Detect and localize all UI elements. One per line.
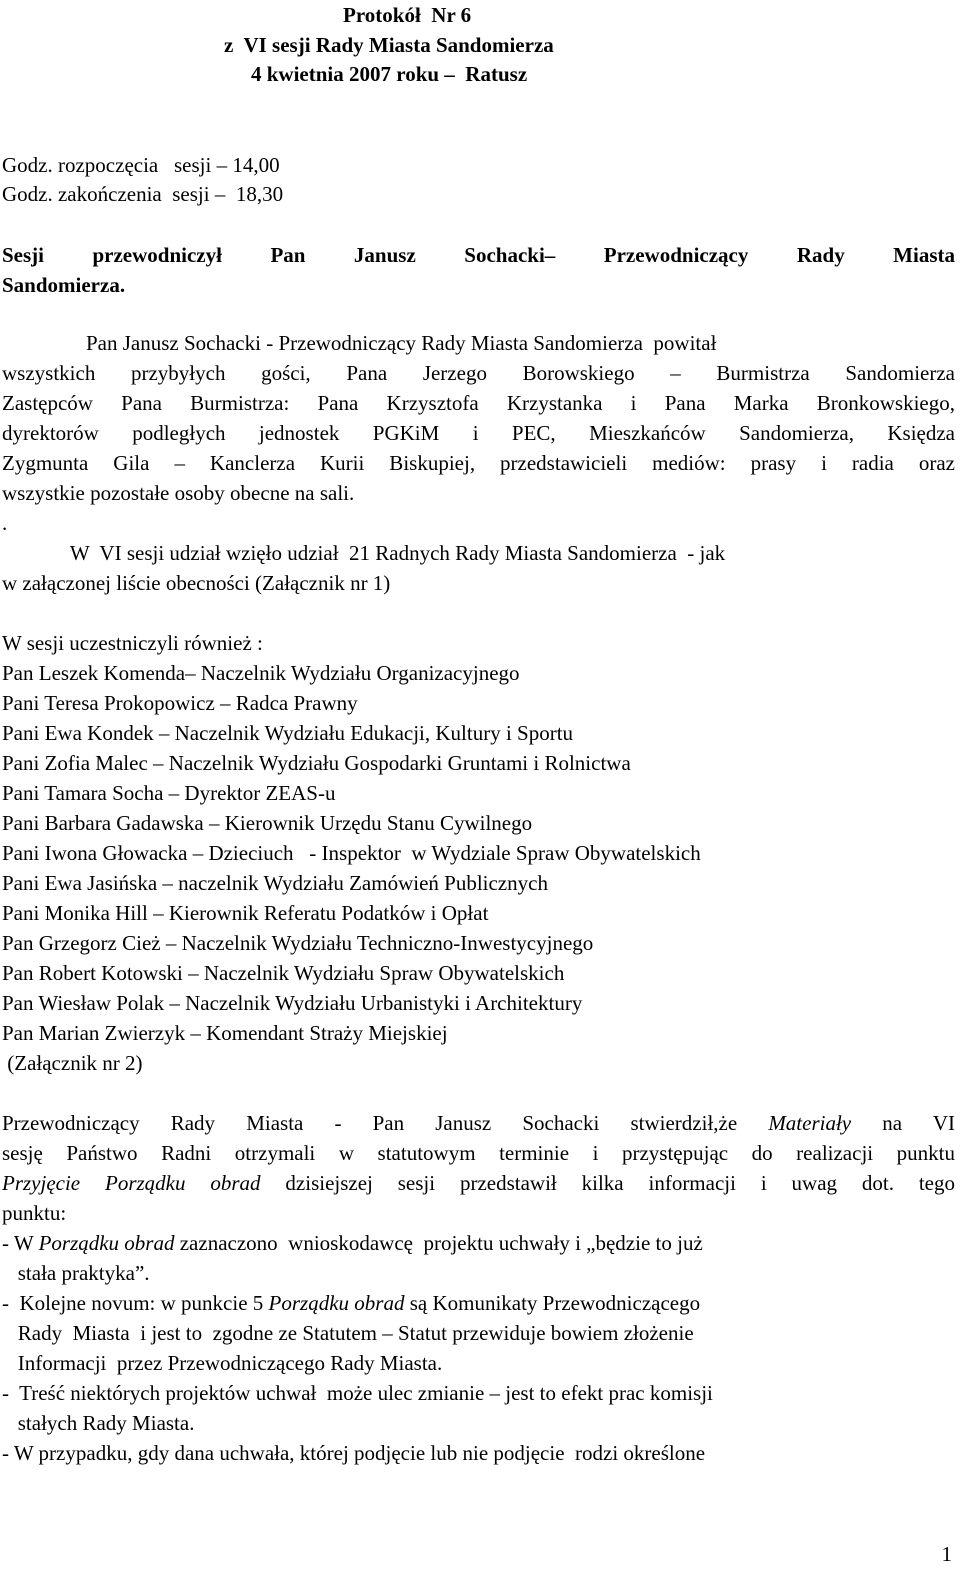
statement-line [2, 1168, 955, 1198]
point-text: - W [2, 1231, 39, 1255]
participant-item: Pani Ewa Jasińska – naczelnik Wydziału Zamówień Publicznych [2, 871, 548, 895]
participant-item: Pan Grzegorz Cież – Naczelnik Wydziału Techniczno-Inwestycyjnego [2, 931, 594, 955]
attachment-note: (Załącznik nr 2) [2, 1051, 143, 1075]
point-line [2, 1288, 700, 1318]
welcome-line: Pan Janusz Sochacki - Przewodniczący Rady Miasta Sandomierza powitał [2, 331, 717, 355]
participant-item: Pani Ewa Kondek – Naczelnik Wydziału Edukacji, Kultury i Sportu [2, 721, 574, 745]
point-text: zaznaczono wnioskodawcę projektu uchwały i „będzie to już [174, 1231, 703, 1255]
participant-item: Pani Teresa Prokopowicz – Radca Prawny [2, 691, 358, 715]
statement-line: punktu: [2, 1201, 67, 1225]
page-number: 1 [941, 1542, 952, 1566]
date-place: 4 kwietnia 2007 roku – Ratusz [251, 62, 528, 86]
end-time: Godz. zakończenia sesji – 18,30 [2, 182, 284, 206]
participants-intro: W sesji uczestniczyli również : [2, 631, 263, 655]
point-line: - Treść niektórych projektów uchwał może ulec zmianie – jest to efekt prac komisji [2, 1381, 713, 1405]
statement-line [2, 1108, 955, 1138]
document-title: Protokół Nr 6 [343, 3, 472, 27]
statement-italic: Przyjęcie Porządku obrad [2, 1171, 261, 1195]
welcome-line: Zastępców Pana Burmistrza: Pana Krzysztofa Krzystanka i Pana Marka Bronkowskiego, [2, 391, 955, 415]
participant-item: Pani Monika Hill – Kierownik Referatu Podatków i Opłat [2, 901, 489, 925]
point-line: stała praktyka”. [2, 1261, 150, 1285]
welcome-line: wszystkich przybyłych gości, Pana Jerzego Borowskiego – Burmistrza Sandomierza [2, 361, 955, 385]
statement-text: dzisiejszej sesji przedstawił kilka informacji i uwag dot. tego [260, 1171, 955, 1195]
point-text: są Komunikaty Przewodniczącego [404, 1291, 701, 1315]
point-line: Rady Miasta i jest to zgodne ze Statutem – Statut przewiduje bowiem złożenie [2, 1321, 694, 1345]
participant-item: Pani Barbara Gadawska – Kierownik Urzędu Stanu Cywilnego [2, 811, 533, 835]
participant-item: Pan Robert Kotowski – Naczelnik Wydziału Spraw Obywatelskich [2, 961, 565, 985]
point-line [2, 1228, 703, 1258]
participant-item: Pan Leszek Komenda– Naczelnik Wydziału Organizacyjnego [2, 661, 520, 685]
statement-line: sesję Państwo Radni otrzymali w statutowym terminie i przystępując do realizacji punktu [2, 1141, 955, 1165]
participant-item: Pani Tamara Socha – Dyrektor ZEAS-u [2, 781, 336, 805]
chair-line-2: Sandomierza. [2, 273, 126, 297]
welcome-line: wszystkie pozostałe osoby obecne na sali. [2, 481, 355, 505]
welcome-line: . [2, 511, 8, 535]
statement-text: Przewodniczący Rady Miasta - Pan Janusz Sochacki stwierdził,że [2, 1111, 769, 1135]
welcome-line: dyrektorów podległych jednostek PGKiM i PEC, Mieszkańców Sandomierza, Księdza [2, 421, 955, 445]
participant-item: Pan Wiesław Polak – Naczelnik Wydziału Urbanistyki i Architektury [2, 991, 583, 1015]
welcome-line: Zygmunta Gila – Kanclerza Kurii Biskupiej, przedstawicieli mediów: prasy i radia oraz [2, 451, 955, 475]
attendance-line: w załączonej liście obecności (Załącznik nr 1) [2, 571, 391, 595]
participant-item: Pani Zofia Malec – Naczelnik Wydziału Gospodarki Gruntami i Rolnictwa [2, 751, 631, 775]
point-italic: Porządku obrad [268, 1291, 405, 1315]
point-line: Informacji przez Przewodniczącego Rady Miasta. [2, 1351, 443, 1375]
chair-line-1: Sesji przewodniczył Pan Janusz Sochacki– Przewodniczący Rady Miasta [2, 243, 955, 267]
start-time: Godz. rozpoczęcia sesji – 14,00 [2, 153, 280, 177]
point-line: stałych Rady Miasta. [2, 1411, 195, 1435]
attendance-line: W VI sesji udział wzięło udział 21 Radnych Rady Miasta Sandomierza - jak [2, 541, 726, 565]
statement-text: na VI [851, 1111, 955, 1135]
participant-item: Pani Iwona Głowacka – Dzieciuch - Inspektor w Wydziale Spraw Obywatelskich [2, 841, 701, 865]
point-text: - Kolejne novum: w punkcie 5 [2, 1291, 269, 1315]
point-line: - W przypadku, gdy dana uchwała, której podjęcie lub nie podjęcie rodzi określone [2, 1441, 706, 1465]
point-italic: Porządku obrad [38, 1231, 175, 1255]
session-title: z VI sesji Rady Miasta Sandomierza [224, 33, 554, 57]
statement-italic: Materiały [768, 1111, 852, 1135]
participant-item: Pan Marian Zwierzyk – Komendant Straży Miejskiej [2, 1021, 448, 1045]
